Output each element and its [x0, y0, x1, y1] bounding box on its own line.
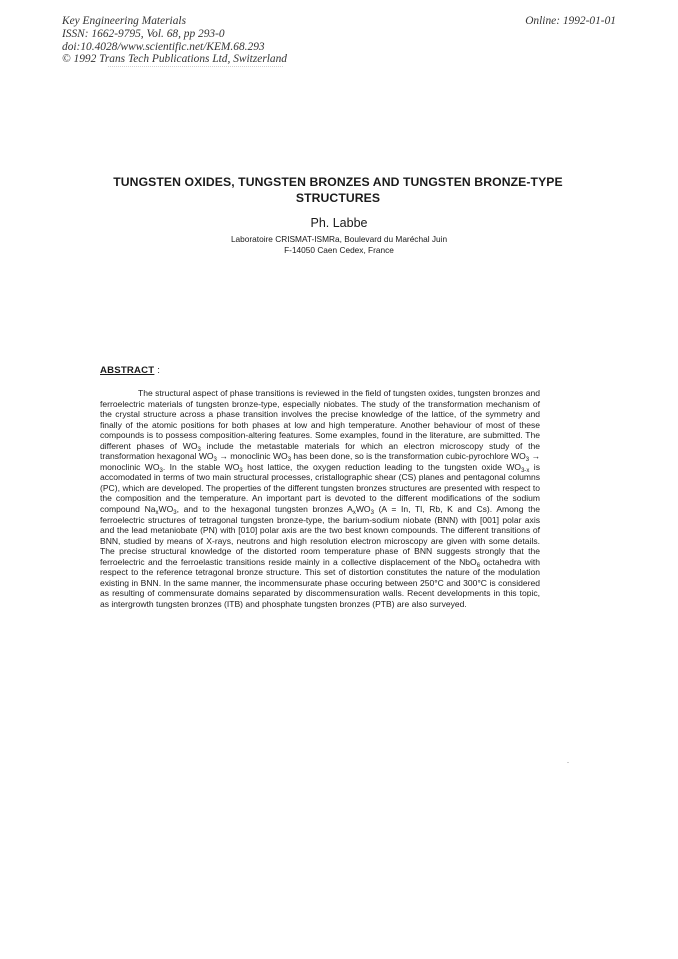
paper-title: TUNGSTEN OXIDES, TUNGSTEN BRONZES AND TUNGSTEN BRONZE-TYPE STRUCTURES — [113, 175, 563, 205]
affiliation-line-2: F-14050 Caen Cedex, France — [284, 244, 394, 255]
author-name: Ph. Labbe — [310, 216, 368, 230]
abstract-heading-colon: : — [154, 365, 161, 376]
issn-line: ISSN: 1662-9795, Vol. 68, pp 293-0 — [62, 27, 225, 40]
arrow-symbol: → — [219, 451, 228, 462]
journal-metadata — [62, 15, 287, 66]
abstract-body: The structural aspect of phase transitions is reviewed in the field of tungsten oxides, tungsten bronzes and ferroelectric materials of tungsten bronze-type, especially niobates. The study of the transformation mechanism of the crystal structure across a phase transition involves the precise knowledge of the lattice, of the symmetry and finally of the atomic positions for both phases at low and high temperature. Another behaviour of most of these compounds is to possess composition-altering features. Some examples, found in the literature, are submitted. The different phases of $WO_3$ include the metastable materials for which an electron microscopy study of the transformation hexagonal $WO_3$ → monoclinic $WO_3$ has been done, so is the transformation cubic-pyrochlore $WO_3$ → monoclinic $WO_3$. In the stable $WO_3$ host lattice, the oxygen reduction leading to the tungsten oxide $WO_{3-x}$ is accomodated in terms of two main structural processes, cristallographic shear (CS) planes and pentagonal columns (PC), which are developed. The properties of the different tungsten bronzes structures are presented with respect to the composition and the temperature. An important part is devoted to the different modifications of the sodium compound $Na_xWO_3$, and to the hexagonal tungsten bronzes $A_xWO_3$ (A = In, Tl, Rb, K and Cs). Among the ferroelectric structures of tetragonal tungsten bronze-type, the barium-sodium niobate (BNN) with [001] polar axis and the lead metaniobate (PN) with [010] polar axis are the two best known compounds. The different transitions of BNN, studied by means of X-rays, neutrons and high resolution electron microscopy are given with some details. The precise structural knowledge of the distorted room temperature phase of BNN suggests strongly that the ferroelectric and the ferroelastic transitions reside mainly in a collective displacement of the NbO$_6$ octahedra with respect to the reference tetragonal bronze structure. This set of distortion constitutes the nature of the modulation existing in BNN. In the same manner, the incommensurate phase occuring between 250°C and 300°C is considered as resulting of commensurate domains separated by discommensuration walls. Recent developments in this topic, as intergrowth tungsten bronzes (ITB) and phosphate tungsten bronzes (PTB) are also surveyed. — [100, 388, 541, 609]
scan-speck — [567, 762, 569, 763]
copyright-line: © 1992 Trans Tech Publications Ltd, Switzerland — [62, 53, 287, 66]
faded-print-line — [108, 66, 283, 70]
affiliation-line-1: Laboratoire CRISMAT-ISMRa, Boulevard du Maréchal Juin — [230, 234, 448, 244]
journal-name: Key Engineering Materials — [62, 15, 187, 27]
abstract-heading-label: ABSTRACT — [100, 365, 155, 376]
doi-line[interactable]: doi:10.4028/www.scientific.net/KEM.68.293 — [62, 40, 265, 53]
affiliation — [0, 234, 678, 255]
online-date: Online: 1992-01-01 — [525, 15, 616, 27]
formula-wo3: WO — [182, 440, 198, 451]
abstract-heading — [100, 365, 160, 376]
